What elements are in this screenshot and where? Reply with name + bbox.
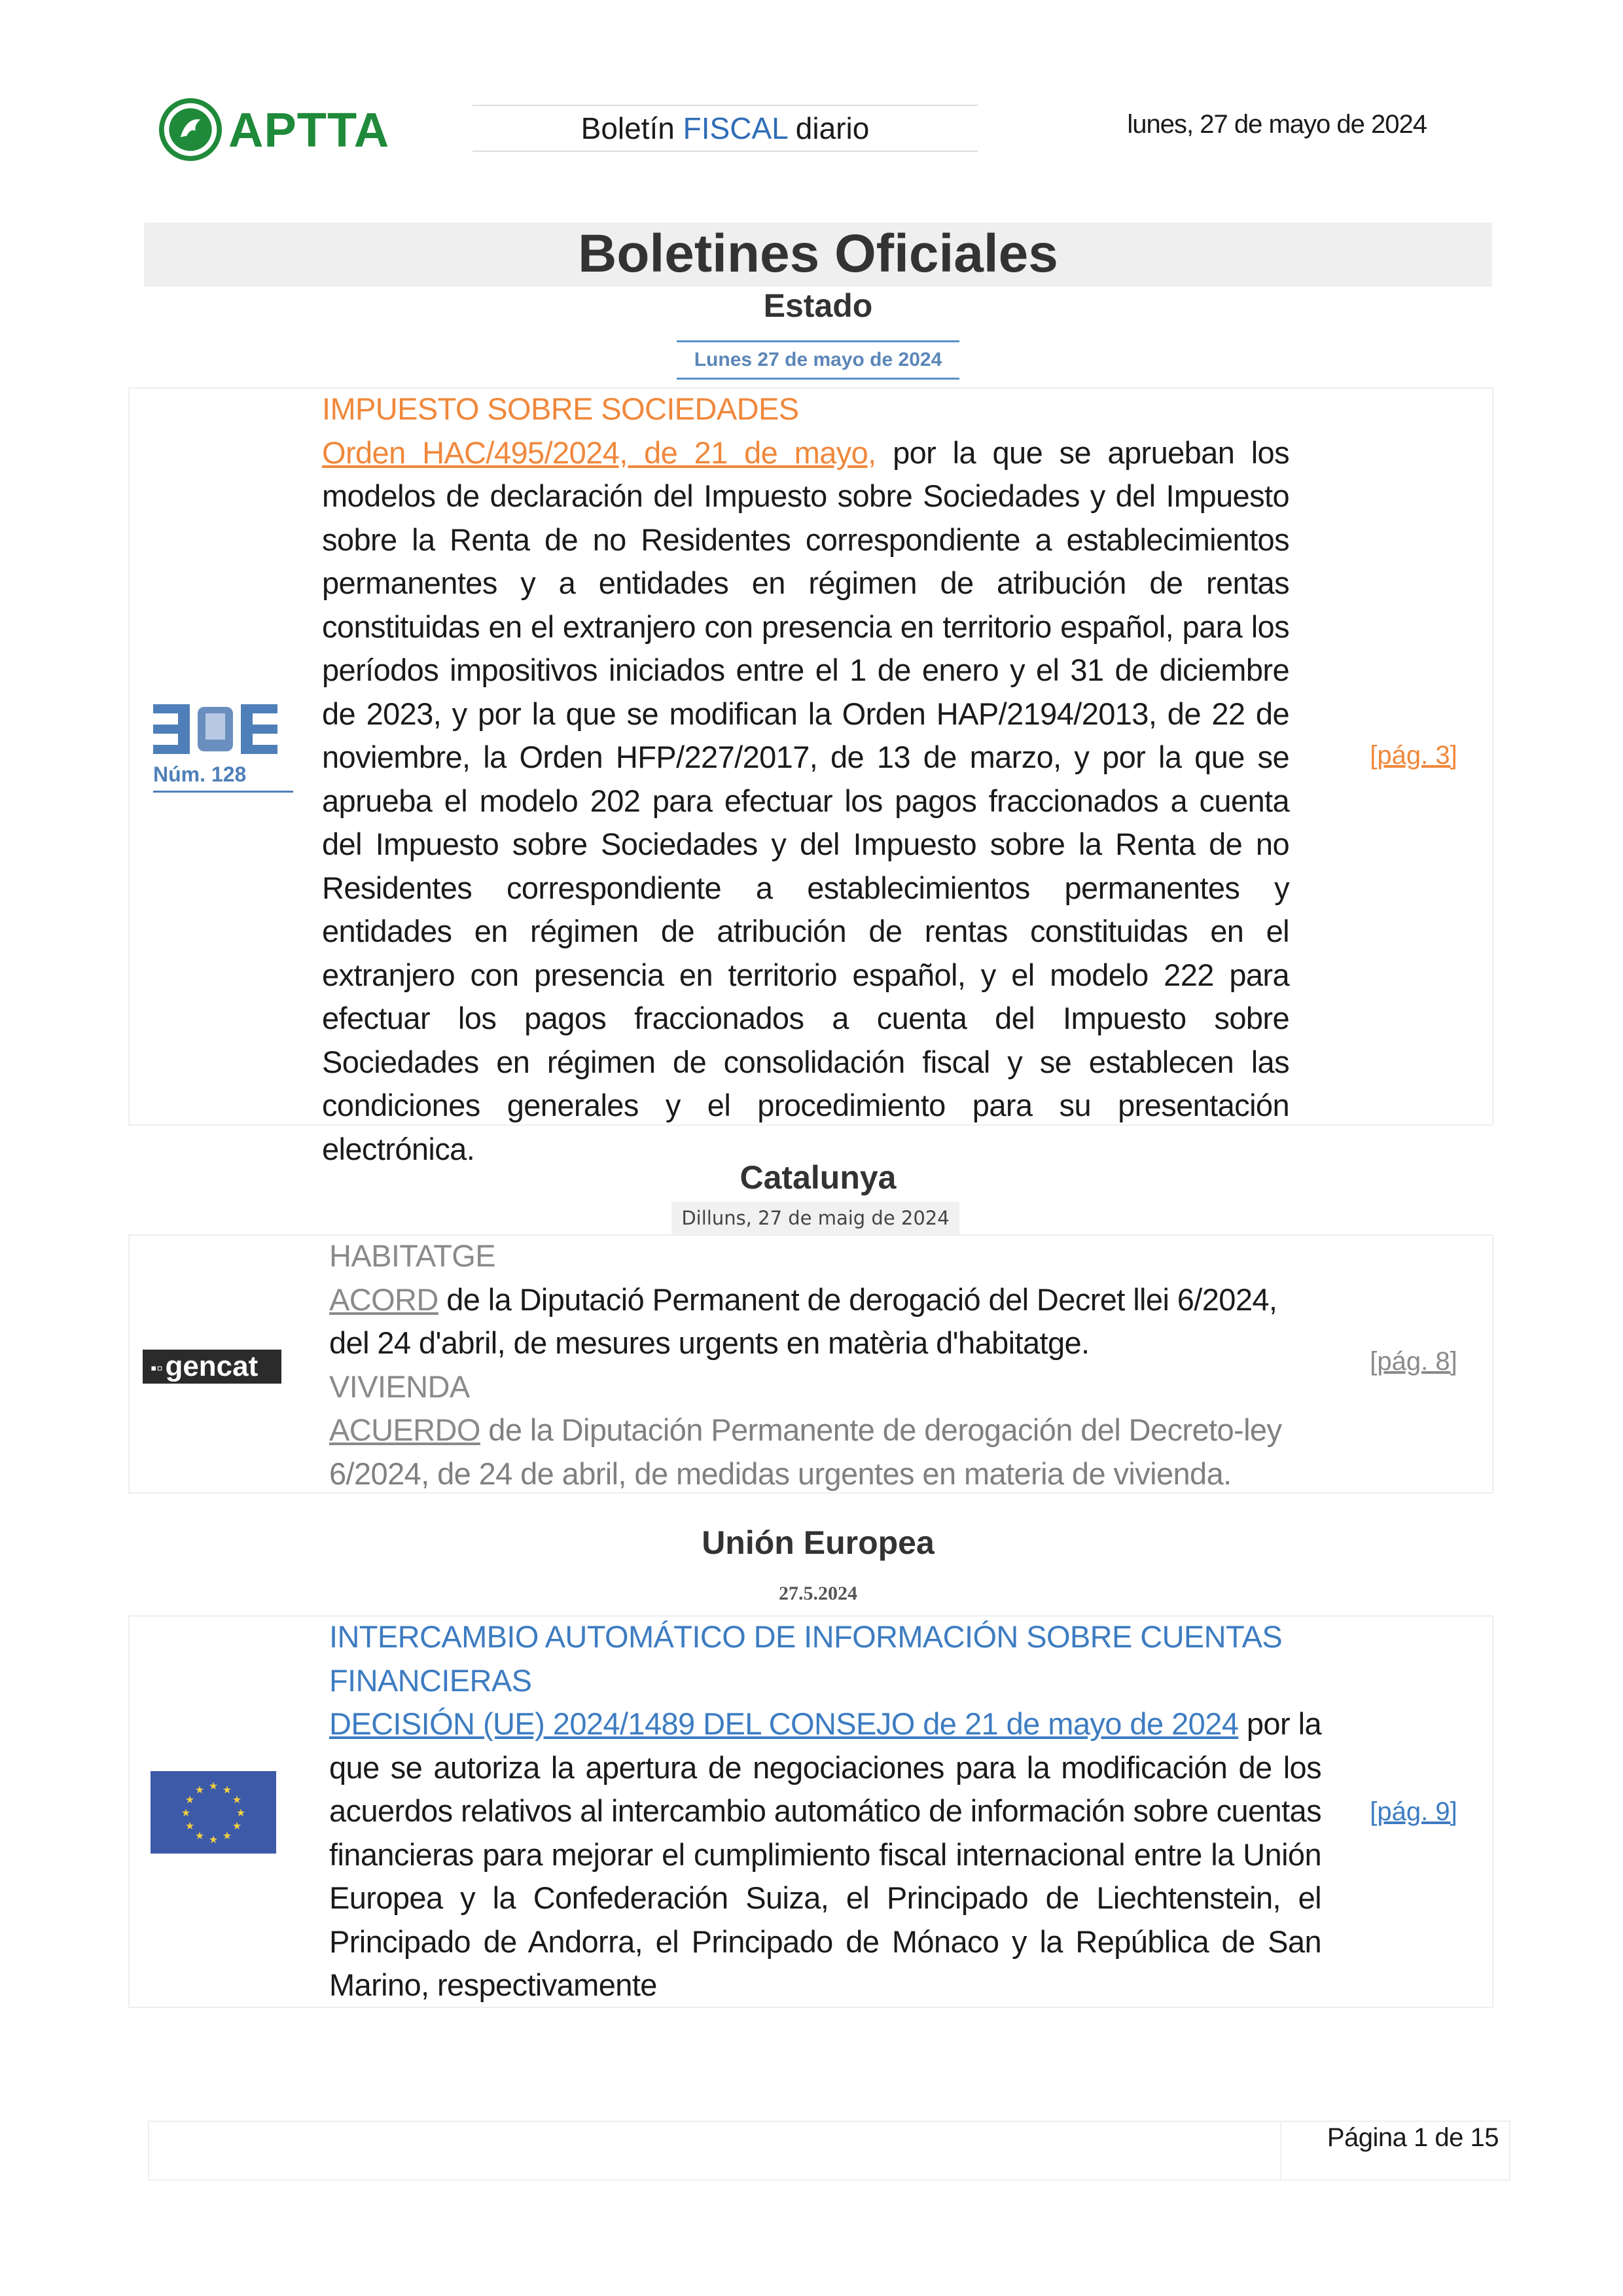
entry-ue — [329, 1615, 1321, 2007]
eu-stars-icon — [151, 1771, 276, 1854]
entry-paragraph-ca — [329, 1278, 1296, 1365]
section-title-estado: Estado — [763, 287, 873, 324]
entry-description-es: de la Diputación Permanente de derogación del Decreto-ley 6/2024, de 24 de abril, de medidas urgentes en materia de vivienda. — [329, 1412, 1282, 1491]
page-link[interactable]: [pág. 9] — [1370, 1797, 1457, 1826]
svg-text:★: ★ — [185, 1793, 195, 1806]
section-date-ue: 27.5.2024 — [779, 1583, 857, 1604]
entry-catalunya — [329, 1234, 1296, 1496]
page-number: Página 1 de 15 — [1327, 2123, 1499, 2152]
category-label: IMPUESTO SOBRE SOCIEDADES — [322, 391, 799, 426]
document-link[interactable]: Orden HAC/495/2024, de 21 de mayo, — [322, 435, 876, 470]
document-link-es[interactable]: ACUERDO — [329, 1412, 480, 1447]
entry-description: por la que se aprueban los modelos de declaración del Impuesto sobre Sociedades y del Impuesto sobre la Renta de no Residentes correspondiente a establecimientos permanentes y a entidades en régimen de atribución de rentas constituidas en el extranjero con presencia en territorio español, para los períodos impositivos iniciados entre el 1 de enero y el 31 de diciembre de 2023, y por la que se modifican la Orden HAP/2194/2013, de 22 de noviembre, la Orden HFP/227/2017, de 13 de marzo, y por la que se aprueba el modelo 202 para efectuar los pagos fraccionados a cuenta del Impuesto sobre Sociedades y del Impuesto sobre la Renta de no Residentes correspondiente a establecimientos permanentes y entidades en régimen de atribución de rentas constituidas en el extranjero con presencia en territorio español, y el modelo 222 para efectuar los pagos fraccionados a cuenta del Impuesto sobre Sociedades en régimen de consolidación fiscal y se establecen las condiciones generales y el procedimiento para su presentación electrónica. — [322, 435, 1289, 1166]
svg-text:★: ★ — [208, 1833, 219, 1846]
boe-number: Núm. 128 — [153, 762, 293, 793]
bulletin-prefix: Boletín — [580, 111, 683, 145]
entry-paragraph-es — [329, 1408, 1296, 1496]
logo-text: APTTA — [228, 102, 390, 157]
main-title: Boletines Oficiales — [578, 224, 1058, 283]
page-link[interactable]: [pág. 3] — [1370, 741, 1457, 770]
document-link[interactable]: ACORD — [329, 1282, 438, 1317]
footer-divider — [1280, 2121, 1281, 2181]
svg-text:★: ★ — [194, 1829, 205, 1842]
aptta-logo — [159, 97, 408, 162]
svg-text:★: ★ — [208, 1780, 219, 1792]
svg-text:★: ★ — [181, 1806, 191, 1819]
page-link[interactable]: [pág. 8] — [1370, 1347, 1457, 1376]
category-label: HABITATGE — [329, 1238, 495, 1273]
section-date-estado: Lunes 27 de mayo de 2024 — [677, 340, 959, 380]
boe-emblem-icon — [153, 704, 277, 754]
section-date-catalunya: Dilluns, 27 de maig de 2024 — [671, 1202, 959, 1234]
svg-text:★: ★ — [222, 1784, 232, 1796]
section-title-catalunya: Catalunya — [740, 1159, 897, 1196]
svg-text:★: ★ — [232, 1793, 242, 1806]
svg-text:★: ★ — [236, 1806, 246, 1819]
aptta-emblem-icon — [159, 98, 222, 161]
document-link[interactable]: DECISIÓN (UE) 2024/1489 DEL CONSEJO de 21 de mayo de 2024 — [329, 1706, 1239, 1741]
section-title-ue: Unión Europea — [702, 1524, 935, 1561]
svg-text:★: ★ — [232, 1820, 242, 1832]
svg-text:★: ★ — [194, 1784, 205, 1796]
header-date: lunes, 27 de mayo de 2024 — [1127, 110, 1427, 139]
gencat-label: gencat — [165, 1350, 259, 1382]
bulletin-suffix: diario — [787, 111, 870, 145]
category-label-es: VIVIENDA — [329, 1369, 470, 1404]
svg-text:★: ★ — [222, 1829, 232, 1842]
entry-description: de la Diputació Permanent de derogació del Decret llei 6/2024, del 24 d'abril, de mesures urgents en matèria d'habitatge. — [329, 1282, 1277, 1360]
entry-description: por la que se autoriza la apertura de negociaciones para la modificación de los acuerdos relativos al intercambio automático de información sobre cuentas financieras para mejorar el cumplimiento fiscal internacional entre la Unión Europea y la Confederación Suiza, el Principado de Liechtenstein, el Principado de Andorra, el Principado de Mónaco y la República de San Marino, respectivamente — [329, 1706, 1321, 2002]
bulletin-title — [473, 105, 978, 152]
boe-logo — [153, 704, 293, 822]
gencat-dots-icon: ▪▫ — [151, 1358, 163, 1378]
entry-estado — [322, 387, 1289, 1171]
category-label: INTERCAMBIO AUTOMÁTICO DE INFORMACIÓN SOBRE CUENTAS FINANCIERAS — [329, 1619, 1283, 1698]
svg-text:★: ★ — [185, 1820, 195, 1832]
bulletin-fiscal: FISCAL — [683, 111, 788, 145]
gencat-logo — [143, 1350, 281, 1384]
eu-flag-icon — [151, 1771, 276, 1854]
